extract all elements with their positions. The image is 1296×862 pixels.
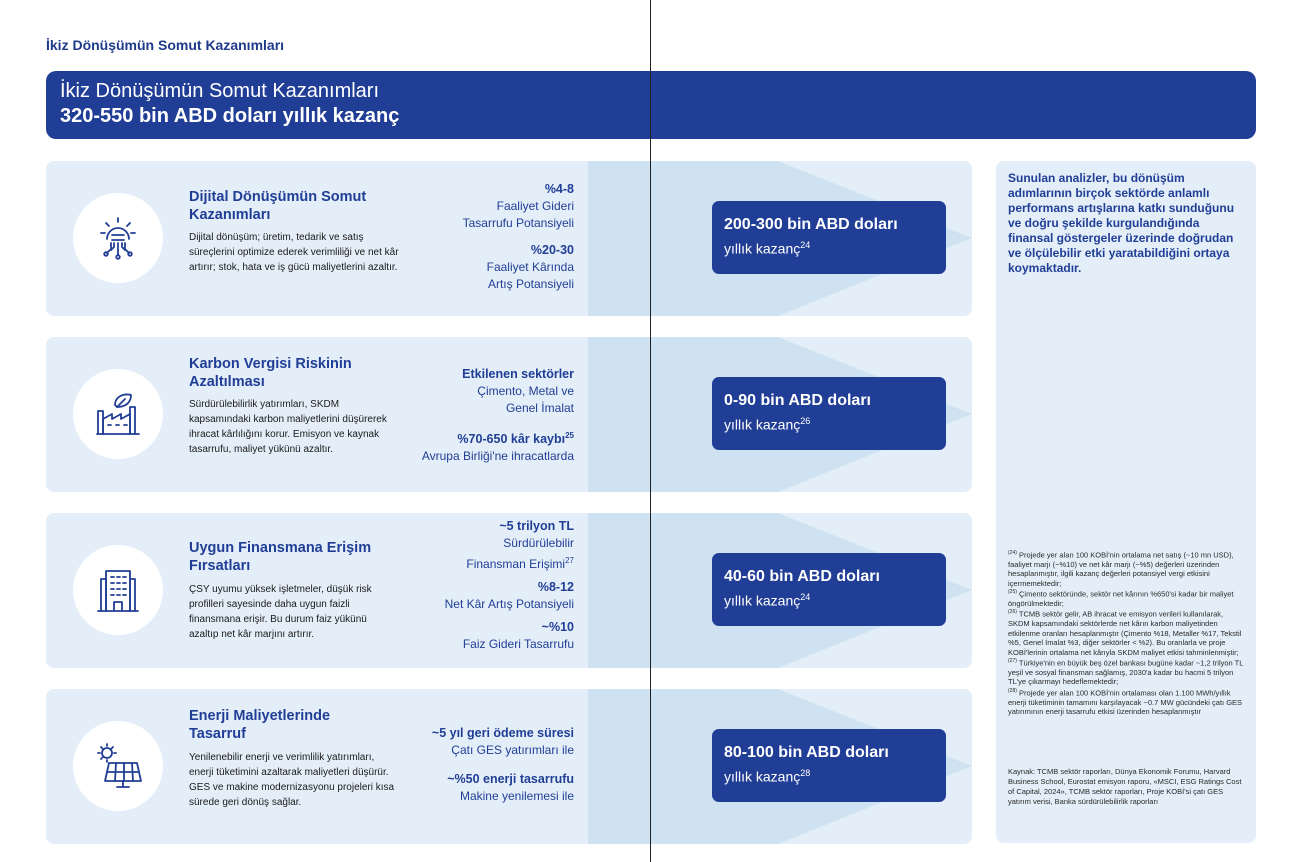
footnote: [1008, 549, 1244, 588]
card-digital: [46, 161, 972, 316]
solar-panel-icon: [73, 721, 163, 811]
stat-value: ~%10: [541, 620, 574, 634]
stat-value: %70-650 kâr kaybı: [457, 432, 566, 447]
stat-label: Finansman Erişimi: [466, 557, 566, 571]
footnote: [1008, 657, 1244, 687]
stat-label: Faiz Gideri Tasarrufu: [462, 637, 574, 651]
title-banner: [46, 71, 1256, 139]
footnote-ref: 24: [800, 240, 811, 250]
footnote-mark: (25): [1008, 589, 1017, 596]
stat-label: Çimento, Metal ve: [477, 384, 574, 398]
card-description: Sürdürülebilirlik yatırımları, SKDM kapsamındaki karbon maliyetlerini düşürerek ihracat kârlılığını korur. Emisyon ve kaynak tasarrufu, maliyet yükünü azaltır.: [189, 399, 387, 455]
footnote-ref: 27: [565, 556, 574, 565]
card-description: ÇSY uyumu yüksek işletmeler, düşük risk profilleri sayesinde daha uygun faizli finansmana erişir. Bu durum faiz yükünü azaltıp net kâr marjını artırır.: [189, 584, 372, 640]
office-building-icon: [73, 545, 163, 635]
page-heading: İkiz Dönüşümün Somut Kazanımları: [46, 37, 285, 53]
result-value: 200-300 bin ABD doları: [724, 216, 898, 233]
card-title: Karbon Vergisi Riskinin Azaltılması: [189, 356, 352, 390]
stat-value: ~%50 enerji tasarrufu: [447, 772, 574, 786]
stat-label: Tasarrufu Potansiyeli: [462, 216, 574, 230]
stat-label: Sürdürülebilir: [503, 536, 574, 550]
card-title: Enerji Maliyetlerinde Tasarruf: [189, 708, 331, 742]
gear-circuit-icon: [73, 193, 163, 283]
sources-text: Kaynak: TCMB sektör raporları, Dünya Ekonomik Forumu, Harvard Business School, Eurostat emisyon raporu, «MSCI, ESG Ratings Cost of Capital, 2024», TCMB sektör raporları, Proje KOBİ'si çatı GES yatırım verisi, Banka sürdürülebilirlik raporları: [1008, 767, 1242, 806]
card-title: Uygun Finansmana Erişim Fırsatları: [189, 540, 372, 574]
stat-label: Faaliyet Kârında: [486, 260, 574, 274]
result-box: [712, 553, 946, 626]
side-summary: Sunulan analizler, bu dönüşüm adımlarının birçok sektörde anlamlı performans artışlarına katkı sunduğunu ve doğru şekilde kurgulandığında finansal göstergeler üzerinde doğrudan ve ölçülebilir etki yaratabildiğini ortaya koymaktadır.: [1008, 171, 1235, 275]
card-title: Dijital Dönüşümün Somut Kazanımları: [189, 189, 367, 223]
card-carbon: [46, 337, 972, 492]
result-value: 0-90 bin ABD doları: [724, 392, 871, 409]
stat-label: Net Kâr Artış Potansiyeli: [444, 597, 574, 611]
result-value: 40-60 bin ABD doları: [724, 568, 880, 585]
stat-label: Avrupa Birliği'ne ihracatlarda: [421, 449, 574, 464]
footnote-ref: 24: [800, 592, 811, 602]
result-label: yıllık kazanç: [724, 416, 801, 433]
footnote-mark: (28): [1008, 687, 1017, 694]
footnote: [1008, 588, 1244, 608]
stat-label: Çatı GES yatırımları ile: [451, 743, 574, 757]
banner-title: İkiz Dönüşümün Somut Kazanımları: [60, 80, 380, 102]
stats-block: [422, 366, 574, 475]
stat-value: %20-30: [530, 243, 574, 257]
footnote-text: TCMB sektör gelir, AB ihracat ve emisyon verileri kullanılarak, SKDM kapsamındaki sektörlerde net kârın karbon maliyetinden etkilenme oranları hesaplanmıştır (Çimento %18, Metaller %17, Tekstil %5, Genel İmalat %3, diğer sektörler < %2). Bu oranlarla ve proje KOBİ'lerinin ortalama net kârıyla SKDM maliyet etkisi tahminlenmiştir;: [1008, 609, 1242, 657]
stat-label: Artış Potansiyeli: [487, 277, 574, 291]
result-label: yıllık kazanç: [724, 240, 801, 257]
page-divider-line: [650, 0, 651, 862]
stats-block: [432, 725, 574, 815]
footnote: [1008, 608, 1244, 657]
result-box: [712, 729, 946, 802]
stat-label: Makine yenilemesi ile: [459, 789, 574, 803]
footnote-mark: (24): [1008, 550, 1017, 556]
footnote-ref: 28: [800, 768, 811, 778]
stats-block: [463, 181, 574, 303]
card-energy: [46, 689, 972, 844]
stat-value: ~5 yıl geri ödeme süresi: [431, 726, 574, 740]
card-description: Yenilenebilir enerji ve verimlilik yatırımları, enerji tüketimini azaltarak maliyetleri düşürür. GES ve makine modernizasyonu projeleri kısa sürede geri dönüş sağlar.: [189, 752, 395, 808]
result-box: [712, 377, 946, 450]
footnote-ref: 26: [800, 416, 811, 426]
result-value: 80-100 bin ABD doları: [724, 744, 889, 761]
footnote-text: Çimento sektöründe, sektör net kârının %650'si kadar bir maliyet öngörülmektedir;: [1008, 589, 1234, 609]
stat-value: %4-8: [544, 182, 574, 196]
card-finance: [46, 513, 972, 668]
footnote-mark: (26): [1008, 609, 1017, 616]
stat-value: ~5 trilyon TL: [499, 519, 574, 533]
result-box: [712, 201, 946, 274]
footnotes: [1008, 549, 1244, 716]
footnote-text: Projede yer alan 100 KOBİ'nin ortalama net satış (~10 mn USD), faaliyet marjı (~%10) ve net kâr marjı (~%5) değerleri üzerinden hesaplanmıştır, ilgili kazanç değerleri potansiyel vergi etkisini içermemektedir;: [1008, 550, 1234, 588]
footnote-text: Türkiye'nin en büyük beş özel bankası bugüne kadar ~1,2 trilyon TL yeşil ve sosyal finansman sağlamış, 2030'a kadar bu hacmi 5 trilyon TL'ye çıkarmayı hedeflemektedir;: [1008, 658, 1244, 687]
side-panel: [996, 161, 1256, 843]
result-label: yıllık kazanç: [724, 592, 801, 609]
stat-value: %8-12: [537, 580, 574, 594]
footnote-mark: (27): [1008, 657, 1017, 664]
stat-value: Etkilenen sektörler: [462, 367, 574, 381]
stats-block: [445, 518, 574, 663]
factory-leaf-icon: [73, 369, 163, 459]
card-description: Dijital dönüşüm; üretim, tedarik ve satış süreçlerini optimize ederek verimliliği ve net kâr artırır; stok, hata ve iş gücü maliyetlerini azaltır.: [189, 232, 399, 273]
footnote-text: Projede yer alan 100 KOBİ'nin ortalaması olan 1.100 MWh/yıllık enerji tüketiminin tamamını karşılayacak ~0.7 MW gücündeki çatı GES yatırımının enerji tasarrufu etkisi üzerinden hesaplanmıştır: [1008, 688, 1243, 716]
footnote-ref: 25: [565, 431, 574, 440]
banner-subtitle: 320-550 bin ABD doları yıllık kazanç: [60, 105, 400, 127]
stat-label: Faaliyet Gideri: [496, 199, 574, 213]
result-label: yıllık kazanç: [724, 768, 801, 785]
stat-label: Genel İmalat: [505, 401, 574, 415]
footnote: [1008, 687, 1244, 717]
